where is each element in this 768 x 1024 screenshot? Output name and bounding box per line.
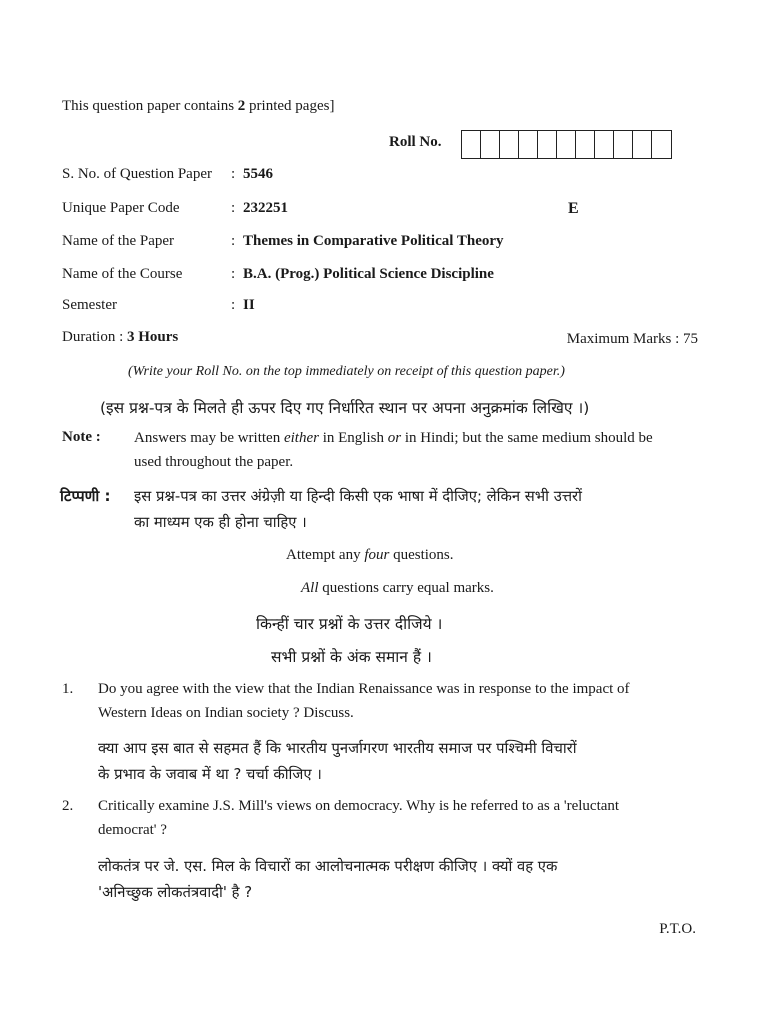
duration-label: Duration : <box>62 329 127 345</box>
semester: II <box>243 297 255 313</box>
all-suffix: questions carry equal marks. <box>318 580 494 596</box>
detail-label: Semester <box>62 297 117 313</box>
detail-colon: : <box>231 266 236 282</box>
note-either: either <box>283 430 319 446</box>
unique-paper-code: 232251 <box>243 200 288 216</box>
detail-label: Name of the Course <box>62 266 183 282</box>
course-name: B.A. (Prog.) Political Science Discipline <box>243 266 494 282</box>
tippani-label: टिप्पणी : <box>60 487 111 505</box>
question-2-en-line-2: democrat' ? <box>98 822 167 838</box>
duration <box>62 329 178 346</box>
roll-number-boxes[interactable] <box>461 130 672 159</box>
detail-label: Name of the Paper <box>62 233 175 249</box>
maximum-marks: Maximum Marks : 75 <box>566 331 698 347</box>
roll-label: Roll No. <box>389 134 442 150</box>
paper-name: Themes in Comparative Political Theory <box>243 233 504 249</box>
detail-colon: : <box>231 200 236 216</box>
roll-digit-box[interactable] <box>576 131 595 158</box>
pages-count: 2 <box>237 98 246 114</box>
roll-digit-box[interactable] <box>481 131 500 158</box>
note-line-1 <box>134 430 653 447</box>
roll-digit-box[interactable] <box>500 131 519 158</box>
medium-code: E <box>568 200 579 217</box>
equal-marks-instruction-hi: सभी प्रश्नों के अंक समान हैं । <box>271 648 432 666</box>
roll-instruction-hi: (इस प्रश्न-पत्र के मिलते ही ऊपर दिए गए निर्धारित स्थान पर अपना अनुक्रमांक लिखिए ।) <box>100 399 590 417</box>
duration-value: 3 Hours <box>127 329 179 345</box>
note-label: Note : <box>62 429 101 445</box>
note-or: or <box>387 430 402 446</box>
note-line-2: used throughout the paper. <box>134 454 294 470</box>
attempt-instruction <box>286 547 454 564</box>
note-text: in English <box>318 430 388 446</box>
question-2-hi-line-1: लोकतंत्र पर जे. एस. मिल के विचारों का आलोचनात्मक परीक्षण कीजिए । क्यों वह एक <box>98 858 558 875</box>
detail-colon: : <box>231 166 236 182</box>
detail-colon: : <box>231 297 236 313</box>
equal-marks-instruction <box>301 580 494 597</box>
question-1-hi-line-1: क्या आप इस बात से सहमत हैं कि भारतीय पुनर्जागरण भारतीय समाज पर पश्चिमी विचारों <box>98 740 577 757</box>
pages-note-suffix: printed pages] <box>245 98 335 114</box>
question-number: 2. <box>62 798 74 814</box>
detail-colon: : <box>231 233 236 249</box>
question-number: 1. <box>62 681 74 697</box>
question-paper-number: 5546 <box>243 166 273 182</box>
roll-digit-box[interactable] <box>633 131 652 158</box>
detail-label: S. No. of Question Paper <box>62 166 212 182</box>
question-1-en-line-2: Western Ideas on Indian society ? Discuss. <box>98 705 354 721</box>
note-text: in Hindi; but the same medium should be <box>401 430 653 446</box>
tippani-line-2: का माध्यम एक ही होना चाहिए । <box>134 514 307 531</box>
detail-label: Unique Paper Code <box>62 200 180 216</box>
roll-instruction-en: (Write your Roll No. on the top immediately on receipt of this question paper.) <box>128 364 565 379</box>
attempt-suffix: questions. <box>389 547 454 563</box>
question-2-hi-line-2: 'अनिच्छुक लोकतंत्रवादी' है ? <box>98 884 253 901</box>
all-prefix: All <box>301 580 319 596</box>
pages-note-prefix: This question paper contains <box>62 98 238 114</box>
attempt-instruction-hi: किन्हीं चार प्रश्नों के उत्तर दीजिये । <box>256 615 443 633</box>
question-1-hi-line-2: के प्रभाव के जवाब में था ? चर्चा कीजिए । <box>98 766 322 783</box>
question-1-en-line-1: Do you agree with the view that the Indian Renaissance was in response to the impact of <box>98 681 630 697</box>
roll-digit-box[interactable] <box>614 131 633 158</box>
roll-digit-box[interactable] <box>595 131 614 158</box>
roll-digit-box[interactable] <box>538 131 557 158</box>
attempt-four: four <box>364 547 390 563</box>
note-text: Answers may be written <box>134 430 284 446</box>
pages-note <box>62 98 334 115</box>
attempt-prefix: Attempt any <box>286 547 365 563</box>
roll-digit-box[interactable] <box>557 131 576 158</box>
roll-digit-box[interactable] <box>652 131 671 158</box>
please-turn-over: P.T.O. <box>659 921 696 937</box>
tippani-line-1: इस प्रश्न-पत्र का उत्तर अंग्रेज़ी या हिन्दी किसी एक भाषा में दीजिए; लेकिन सभी उत्तरों <box>134 488 582 505</box>
question-2-en-line-1: Critically examine J.S. Mill's views on democracy. Why is he referred to as a 'reluctant <box>98 798 620 814</box>
roll-digit-box[interactable] <box>462 131 481 158</box>
roll-digit-box[interactable] <box>519 131 538 158</box>
